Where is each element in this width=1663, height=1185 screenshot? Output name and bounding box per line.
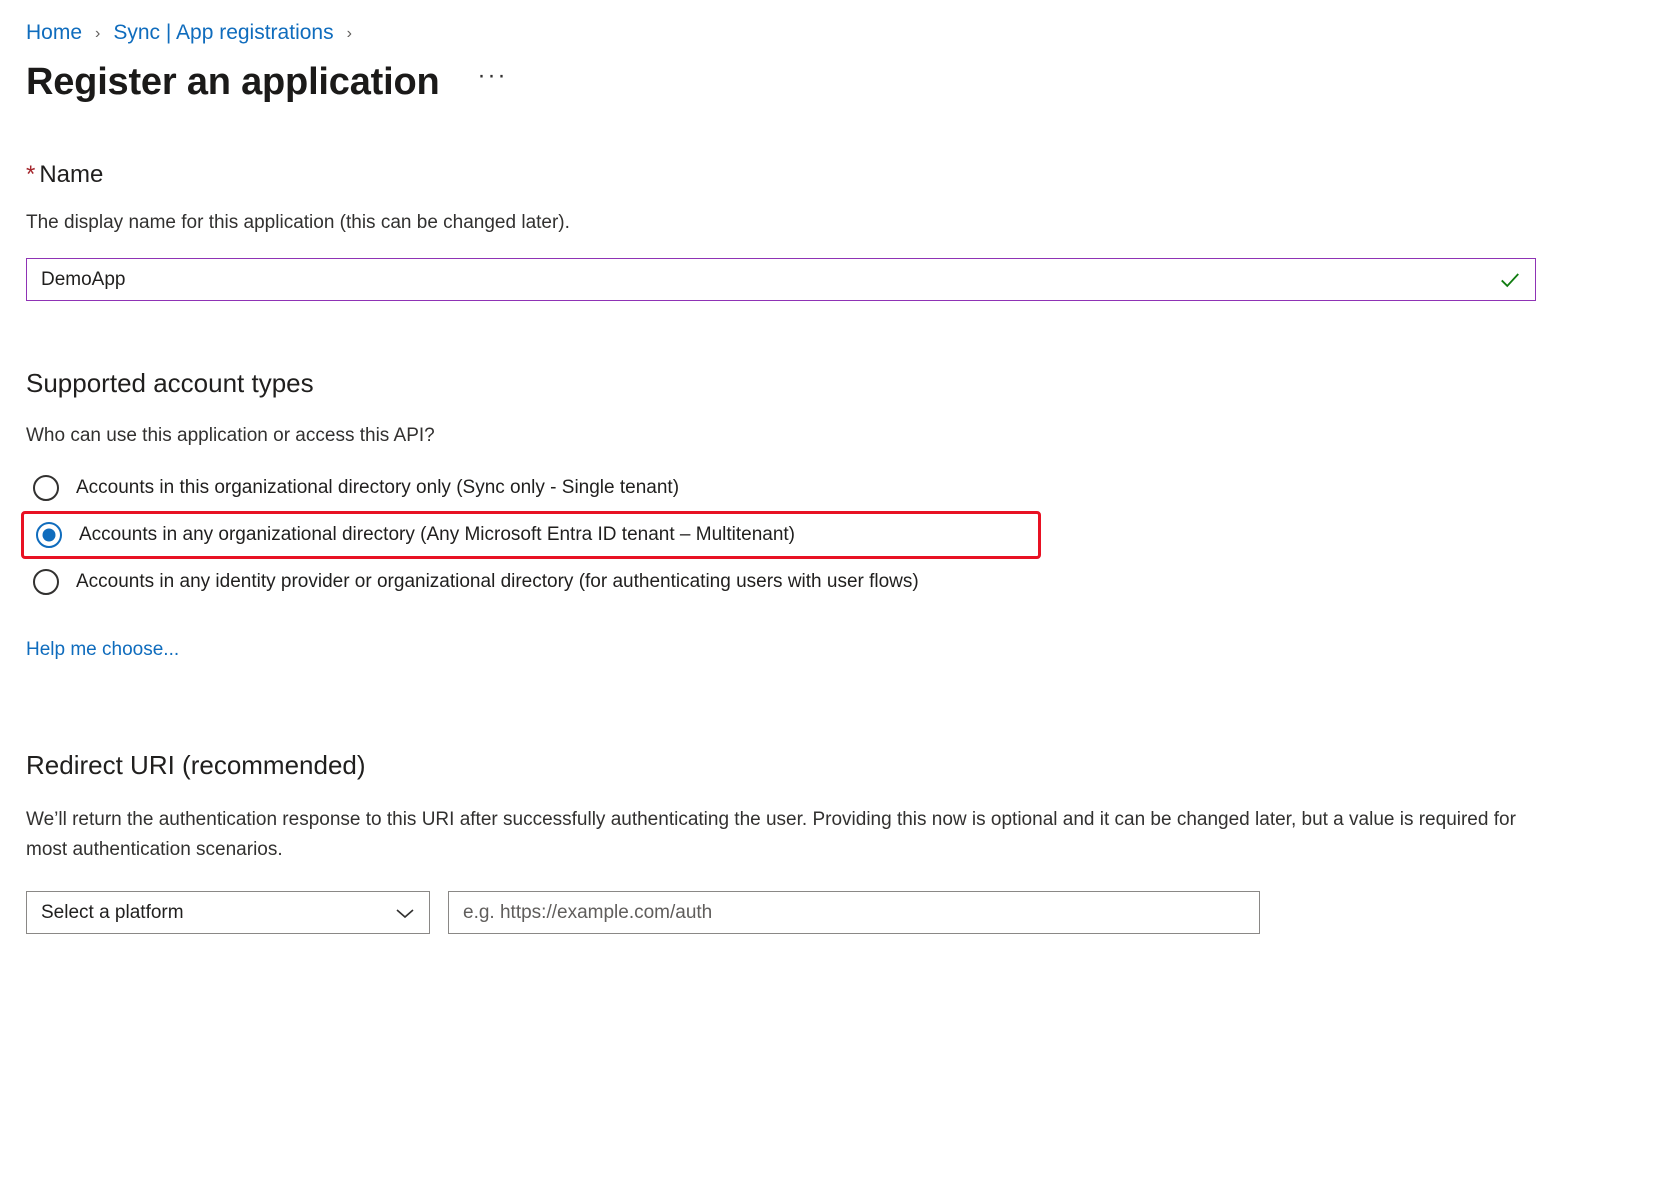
breadcrumb-separator-icon: › xyxy=(95,25,101,42)
redirect-uri-description: We’ll return the authentication response to this URI after successfully authenticating the user. Providing this now is optional and it can be changed later, but a value is required for most authentication scenarios. xyxy=(26,809,1516,860)
redirect-uri-row xyxy=(26,891,1637,934)
radio-icon[interactable] xyxy=(33,475,59,501)
account-type-radio-group xyxy=(27,465,1637,605)
name-field-label xyxy=(26,160,1637,190)
help-me-choose-link[interactable]: Help me choose... xyxy=(26,639,180,660)
platform-select[interactable] xyxy=(26,891,430,934)
breadcrumb-item-app-registrations[interactable]: Sync | App registrations xyxy=(113,21,334,44)
breadcrumb-separator-icon: › xyxy=(346,25,352,42)
chevron-down-icon xyxy=(395,907,415,919)
redirect-uri-input[interactable] xyxy=(449,893,1259,932)
required-marker: * xyxy=(26,161,36,188)
radio-option-label: Accounts in any identity provider or organizational directory (for authenticating users with user flows) xyxy=(76,571,919,592)
redirect-uri-input-wrapper[interactable] xyxy=(448,891,1260,934)
redirect-uri-heading: Redirect URI (recommended) xyxy=(26,750,366,780)
name-input[interactable] xyxy=(27,260,1485,299)
radio-option-label: Accounts in any organizational directory (Any Microsoft Entra ID tenant – Multitenant) xyxy=(79,524,796,545)
more-options-icon[interactable]: ··· xyxy=(477,62,508,89)
radio-icon-selected[interactable] xyxy=(36,522,62,548)
radio-option-single-tenant[interactable] xyxy=(27,465,1637,511)
name-label-text: Name xyxy=(39,161,104,188)
radio-option-label: Accounts in this organizational directory only (Sync only - Single tenant) xyxy=(76,477,680,498)
checkmark-icon xyxy=(1499,269,1521,291)
breadcrumb-item-home[interactable]: Home xyxy=(26,21,83,44)
radio-icon[interactable] xyxy=(33,569,59,595)
page-title: Register an application xyxy=(26,61,440,103)
name-input-wrapper[interactable] xyxy=(26,258,1536,301)
supported-account-types-heading: Supported account types xyxy=(26,368,314,398)
supported-account-types-subheading: Who can use this application or access this API? xyxy=(26,425,435,446)
title-row xyxy=(26,60,1637,104)
radio-option-any-identity-provider[interactable] xyxy=(27,559,1637,605)
radio-option-multitenant[interactable] xyxy=(21,511,1041,559)
platform-select-value: Select a platform xyxy=(41,901,184,923)
breadcrumb xyxy=(26,18,1637,48)
spacer xyxy=(26,301,1637,367)
name-field-description: The display name for this application (this can be changed later). xyxy=(26,212,570,233)
redirect-uri-section xyxy=(26,749,1637,934)
